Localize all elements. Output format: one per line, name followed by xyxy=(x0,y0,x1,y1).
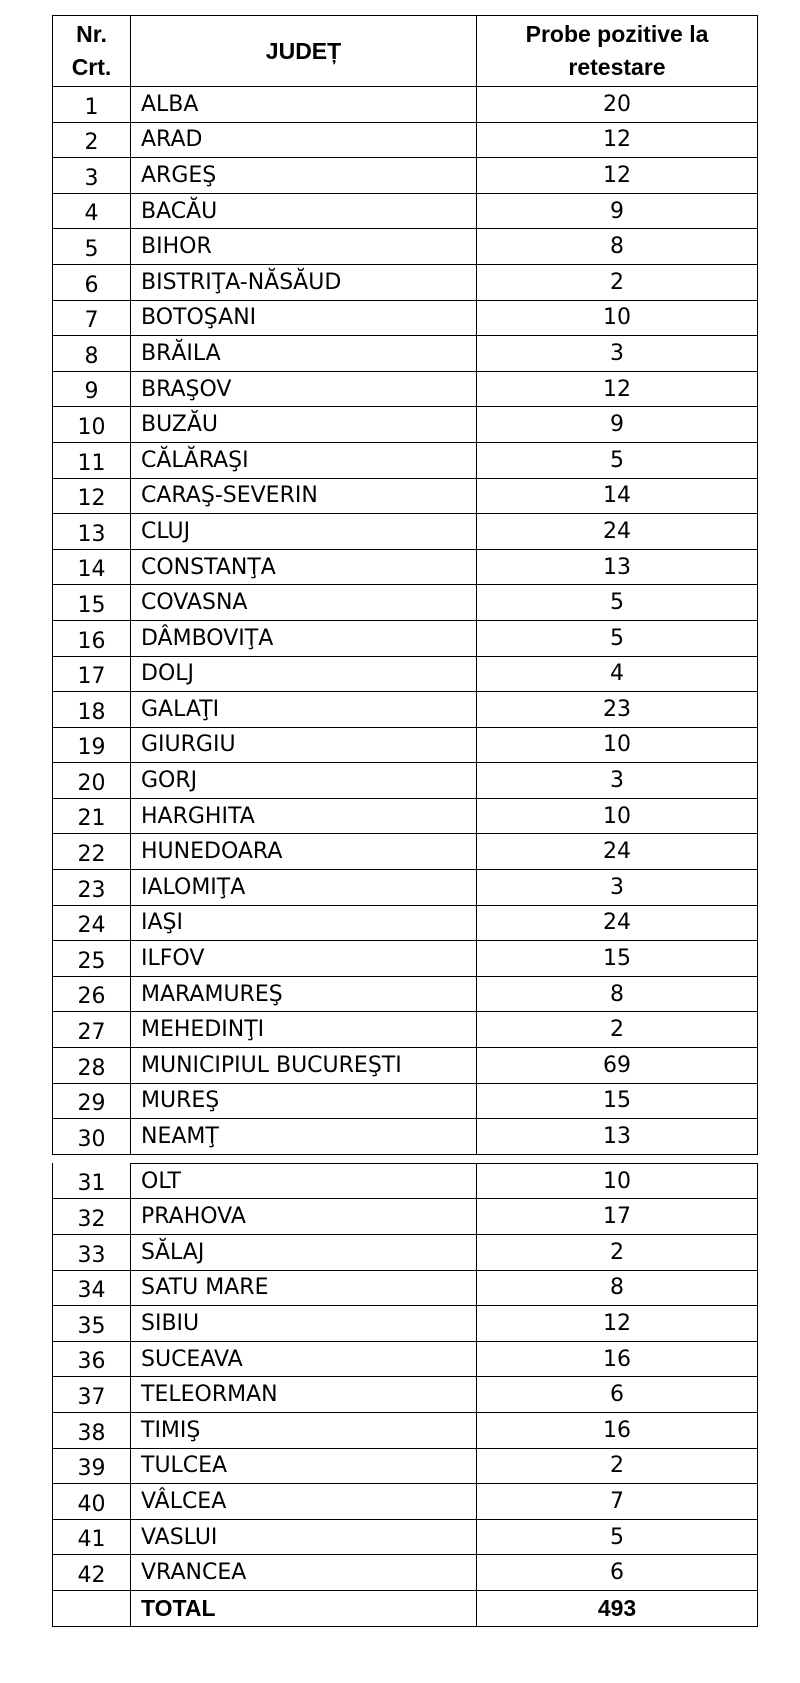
positive-count: 20 xyxy=(477,87,758,123)
positive-count: 23 xyxy=(477,692,758,728)
county-name: ILFOV xyxy=(131,941,477,977)
row-number: 13 xyxy=(53,514,131,550)
row-number: 26 xyxy=(53,976,131,1012)
row-number: 20 xyxy=(53,763,131,799)
row-number: 36 xyxy=(53,1341,131,1377)
positive-count: 3 xyxy=(477,870,758,906)
table-row xyxy=(53,1448,758,1484)
county-name: MUREŞ xyxy=(131,1083,477,1119)
table-row xyxy=(53,1119,758,1155)
county-name: CONSTANŢA xyxy=(131,549,477,585)
header-probe: Probe pozitive la retestare xyxy=(477,16,758,87)
row-number: 16 xyxy=(53,620,131,656)
county-name: GORJ xyxy=(131,763,477,799)
table-row xyxy=(53,229,758,265)
county-name: BUZĂU xyxy=(131,407,477,443)
county-name: VASLUI xyxy=(131,1519,477,1555)
row-number: 40 xyxy=(53,1484,131,1520)
row-number: 10 xyxy=(53,407,131,443)
row-number: 42 xyxy=(53,1555,131,1591)
positive-count: 6 xyxy=(477,1555,758,1591)
total-nr-cell xyxy=(53,1590,131,1626)
county-name: NEAMŢ xyxy=(131,1119,477,1155)
header-nr-crt: Nr. Crt. xyxy=(53,16,131,87)
row-number: 35 xyxy=(53,1306,131,1342)
table-row xyxy=(53,442,758,478)
county-name: BISTRIŢA-NĂSĂUD xyxy=(131,264,477,300)
row-number: 30 xyxy=(53,1119,131,1155)
positive-count: 12 xyxy=(477,122,758,158)
row-number: 29 xyxy=(53,1083,131,1119)
table-row xyxy=(53,620,758,656)
county-name: BRAŞOV xyxy=(131,371,477,407)
county-name: SATU MARE xyxy=(131,1270,477,1306)
positive-count: 16 xyxy=(477,1341,758,1377)
table-row xyxy=(53,798,758,834)
table-row xyxy=(53,1519,758,1555)
positive-count: 10 xyxy=(477,727,758,763)
row-number: 32 xyxy=(53,1199,131,1235)
table-row xyxy=(53,549,758,585)
table-row xyxy=(53,1412,758,1448)
row-number: 15 xyxy=(53,585,131,621)
table-row xyxy=(53,407,758,443)
header-row xyxy=(53,16,758,87)
positive-count: 3 xyxy=(477,336,758,372)
positive-count: 5 xyxy=(477,442,758,478)
table-row xyxy=(53,763,758,799)
positive-count: 5 xyxy=(477,620,758,656)
row-number: 27 xyxy=(53,1012,131,1048)
table-row xyxy=(53,656,758,692)
positive-count: 13 xyxy=(477,549,758,585)
row-number: 38 xyxy=(53,1412,131,1448)
header-judet: JUDEȚ xyxy=(131,16,477,87)
county-name: MUNICIPIUL BUCUREŞTI xyxy=(131,1048,477,1084)
positive-count: 69 xyxy=(477,1048,758,1084)
row-number: 5 xyxy=(53,229,131,265)
county-name: MARAMUREŞ xyxy=(131,976,477,1012)
county-name: PRAHOVA xyxy=(131,1199,477,1235)
county-name: GIURGIU xyxy=(131,727,477,763)
county-name: HUNEDOARA xyxy=(131,834,477,870)
county-name: COVASNA xyxy=(131,585,477,621)
row-number: 19 xyxy=(53,727,131,763)
positive-count: 24 xyxy=(477,834,758,870)
county-name: DOLJ xyxy=(131,656,477,692)
positive-count: 10 xyxy=(477,300,758,336)
county-name: ALBA xyxy=(131,87,477,123)
table-row xyxy=(53,727,758,763)
table-row xyxy=(53,585,758,621)
row-number: 17 xyxy=(53,656,131,692)
positive-count: 2 xyxy=(477,1012,758,1048)
county-name: OLT xyxy=(131,1163,477,1199)
row-number: 2 xyxy=(53,122,131,158)
positive-retest-table xyxy=(52,15,757,1627)
row-number: 18 xyxy=(53,692,131,728)
county-name: CLUJ xyxy=(131,514,477,550)
positive-count: 12 xyxy=(477,371,758,407)
positive-count: 2 xyxy=(477,1235,758,1271)
positive-count: 2 xyxy=(477,1448,758,1484)
county-name: BIHOR xyxy=(131,229,477,265)
positive-count: 7 xyxy=(477,1484,758,1520)
county-name: VRANCEA xyxy=(131,1555,477,1591)
county-name: BOTOŞANI xyxy=(131,300,477,336)
row-number: 28 xyxy=(53,1048,131,1084)
table-row xyxy=(53,300,758,336)
row-number: 23 xyxy=(53,870,131,906)
table-row xyxy=(53,1163,758,1199)
county-name: BACĂU xyxy=(131,193,477,229)
county-name: SIBIU xyxy=(131,1306,477,1342)
table-row xyxy=(53,1484,758,1520)
row-number: 3 xyxy=(53,158,131,194)
row-number: 8 xyxy=(53,336,131,372)
county-name: TELEORMAN xyxy=(131,1377,477,1413)
row-number: 37 xyxy=(53,1377,131,1413)
positive-count: 10 xyxy=(477,798,758,834)
positive-count: 6 xyxy=(477,1377,758,1413)
row-number: 4 xyxy=(53,193,131,229)
county-name: IAŞI xyxy=(131,905,477,941)
table-row xyxy=(53,1341,758,1377)
total-label: TOTAL xyxy=(131,1590,477,1626)
table-row xyxy=(53,834,758,870)
row-number: 11 xyxy=(53,442,131,478)
positive-count: 24 xyxy=(477,905,758,941)
table-row xyxy=(53,371,758,407)
table-row xyxy=(53,514,758,550)
county-name: TIMIŞ xyxy=(131,1412,477,1448)
row-number: 24 xyxy=(53,905,131,941)
row-number: 31 xyxy=(53,1163,131,1199)
table-row xyxy=(53,336,758,372)
positive-count: 17 xyxy=(477,1199,758,1235)
county-name: DÂMBOVIŢA xyxy=(131,620,477,656)
positive-count: 15 xyxy=(477,941,758,977)
positive-count: 15 xyxy=(477,1083,758,1119)
county-name: GALAŢI xyxy=(131,692,477,728)
table-row xyxy=(53,1270,758,1306)
positive-count: 3 xyxy=(477,763,758,799)
table-row xyxy=(53,193,758,229)
positive-count: 5 xyxy=(477,1519,758,1555)
row-number: 12 xyxy=(53,478,131,514)
table-row xyxy=(53,905,758,941)
table-row xyxy=(53,122,758,158)
positive-count: 9 xyxy=(477,193,758,229)
county-name: IALOMIŢA xyxy=(131,870,477,906)
county-name: ARAD xyxy=(131,122,477,158)
table-row xyxy=(53,870,758,906)
table-row xyxy=(53,976,758,1012)
row-number: 22 xyxy=(53,834,131,870)
positive-count: 8 xyxy=(477,1270,758,1306)
row-number: 14 xyxy=(53,549,131,585)
positive-count: 14 xyxy=(477,478,758,514)
positive-count: 12 xyxy=(477,1306,758,1342)
table-row xyxy=(53,1377,758,1413)
table-row xyxy=(53,1048,758,1084)
table-row xyxy=(53,1235,758,1271)
table-row xyxy=(53,264,758,300)
total-value: 493 xyxy=(477,1590,758,1626)
county-name: ARGEŞ xyxy=(131,158,477,194)
positive-count: 16 xyxy=(477,1412,758,1448)
row-number: 21 xyxy=(53,798,131,834)
table-row xyxy=(53,1083,758,1119)
positive-count: 12 xyxy=(477,158,758,194)
county-name: HARGHITA xyxy=(131,798,477,834)
total-row xyxy=(53,1590,758,1626)
county-name: VÂLCEA xyxy=(131,1484,477,1520)
table-row xyxy=(53,478,758,514)
row-number: 1 xyxy=(53,87,131,123)
positive-count: 5 xyxy=(477,585,758,621)
table-row xyxy=(53,1199,758,1235)
table-row xyxy=(53,158,758,194)
positive-count: 8 xyxy=(477,229,758,265)
positive-count: 13 xyxy=(477,1119,758,1155)
county-name: CĂLĂRAŞI xyxy=(131,442,477,478)
county-name: SĂLAJ xyxy=(131,1235,477,1271)
table-row xyxy=(53,941,758,977)
county-name: BRĂILA xyxy=(131,336,477,372)
table-part-2 xyxy=(52,1163,758,1627)
row-number: 6 xyxy=(53,264,131,300)
county-name: SUCEAVA xyxy=(131,1341,477,1377)
county-name: TULCEA xyxy=(131,1448,477,1484)
county-name: MEHEDINŢI xyxy=(131,1012,477,1048)
table-part-1 xyxy=(52,15,758,1155)
positive-count: 8 xyxy=(477,976,758,1012)
row-number: 39 xyxy=(53,1448,131,1484)
positive-count: 24 xyxy=(477,514,758,550)
table-row xyxy=(53,1306,758,1342)
row-number: 41 xyxy=(53,1519,131,1555)
county-name: CARAŞ-SEVERIN xyxy=(131,478,477,514)
row-number: 9 xyxy=(53,371,131,407)
positive-count: 4 xyxy=(477,656,758,692)
table-row xyxy=(53,1012,758,1048)
positive-count: 10 xyxy=(477,1163,758,1199)
table-row xyxy=(53,1555,758,1591)
positive-count: 2 xyxy=(477,264,758,300)
row-number: 33 xyxy=(53,1235,131,1271)
positive-count: 9 xyxy=(477,407,758,443)
row-number: 25 xyxy=(53,941,131,977)
row-number: 7 xyxy=(53,300,131,336)
table-row xyxy=(53,692,758,728)
row-number: 34 xyxy=(53,1270,131,1306)
table-row xyxy=(53,87,758,123)
